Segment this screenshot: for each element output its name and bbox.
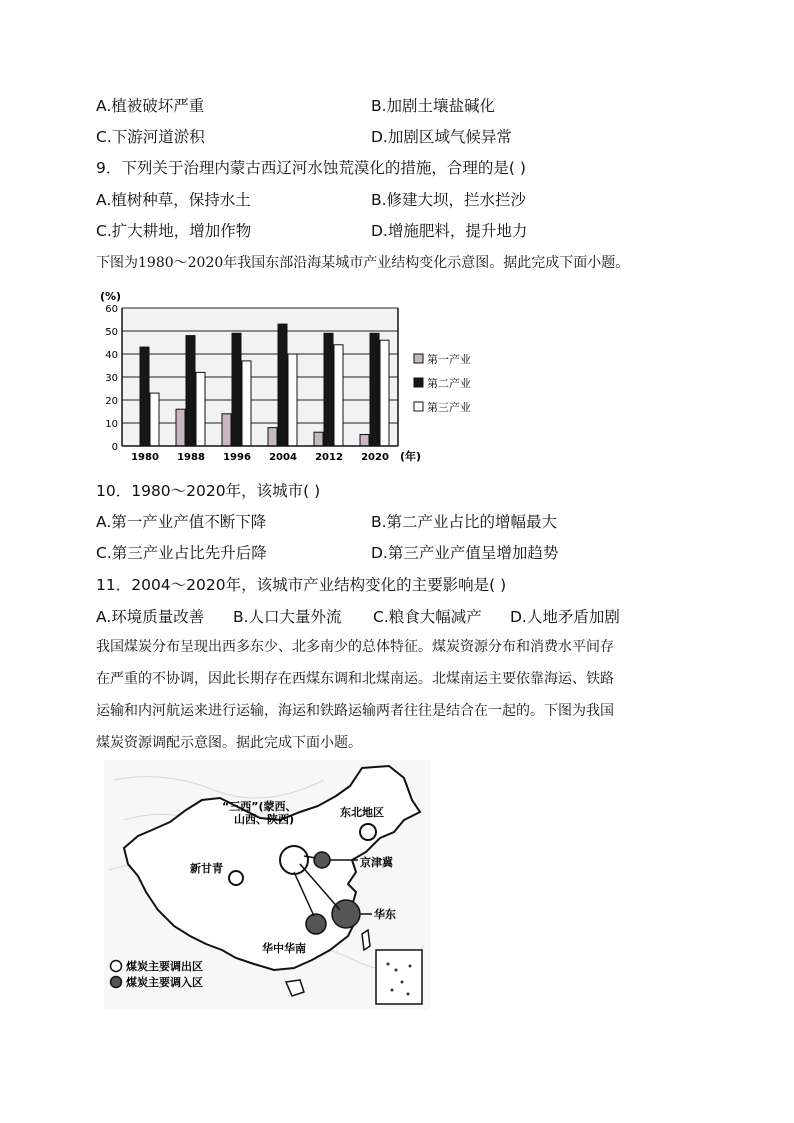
xinganqing-export-circle (229, 871, 243, 885)
x-tick-1996: 1996 (223, 452, 251, 463)
x-axis-label: (年) (400, 450, 422, 463)
label-sanxi-2: 山西、陕西) (234, 813, 295, 826)
q9-option-d[interactable]: D.增施肥料，提升地力 (371, 222, 528, 240)
bar-1996-第二产业 (232, 333, 241, 446)
y-tick-10: 10 (105, 419, 118, 430)
legend-label-第二产业: 第二产业 (427, 377, 471, 390)
q10-option-d[interactable]: D.第三产业产值呈增加趋势 (371, 544, 559, 562)
sanxi-export-circle (280, 846, 308, 874)
bar-2004-第二产业 (278, 324, 287, 446)
bar-2020-第三产业 (380, 340, 389, 446)
jingjinji-import-circle (314, 852, 330, 868)
coal-distribution-map (104, 760, 430, 1010)
q9-stem: 9．下列关于治理内蒙古西辽河水蚀荒漠化的措施，合理的是( ) (96, 159, 526, 177)
q11-option-d[interactable]: D.人地矛盾加剧 (510, 608, 620, 626)
passage-line-2: 在严重的不协调，因此长期存在西煤东调和北煤南运。北煤南运主要依靠海运、铁路 (96, 671, 614, 687)
label-xinganqing: 新甘青 (190, 862, 223, 875)
bar-2012-第二产业 (324, 333, 333, 446)
chart-legend (414, 352, 471, 414)
legend-export-icon (111, 961, 122, 972)
y-tick-60: 60 (105, 304, 118, 315)
legend-import-label: 煤炭主要调入区 (126, 976, 203, 989)
y-tick-0: 0 (111, 442, 118, 453)
bar-2012-第三产业 (334, 345, 343, 446)
label-sanxi-1: “三西”(蒙西、 (222, 800, 297, 813)
q11-stem: 11．2004～2020年，该城市产业结构变化的主要影响是( ) (96, 576, 507, 594)
passage-line-4: 煤炭资源调配示意图。据此完成下面小题。 (96, 735, 362, 751)
legend-label-第一产业: 第一产业 (427, 353, 471, 366)
bar-2004-第一产业 (268, 428, 277, 446)
bar-1996-第一产业 (222, 414, 231, 446)
bar-2020-第二产业 (370, 333, 379, 446)
legend-label-第三产业: 第三产业 (427, 401, 471, 414)
label-huadong: 华东 (374, 908, 396, 921)
industry-structure-chart (96, 286, 496, 466)
bar-2004-第三产业 (288, 354, 297, 446)
passage-line-3: 运输和内河航运来进行运输，海运和铁路运输两者往往是结合在一起的。下图为我国 (96, 703, 614, 719)
taiwan-island (362, 930, 370, 950)
y-tick-50: 50 (105, 327, 118, 338)
legend-swatch-第二产业 (414, 378, 423, 387)
q11-option-a[interactable]: A.环境质量改善 (96, 608, 205, 626)
y-tick-40: 40 (105, 350, 118, 361)
y-tick-20: 20 (105, 396, 118, 407)
x-tick-2004: 2004 (269, 452, 297, 463)
q10-option-b[interactable]: B.第二产业占比的增幅最大 (371, 513, 558, 531)
dongbei-export-circle (360, 824, 376, 840)
huazhong-import-circle (306, 914, 326, 934)
q9-option-a[interactable]: A.植树种草，保持水土 (96, 191, 251, 209)
label-jingjinji: 京津冀 (360, 856, 393, 869)
bar-1996-第三产业 (242, 361, 251, 446)
q8-option-d[interactable]: D.加剧区域气候异常 (371, 128, 512, 146)
q10-option-a[interactable]: A.第一产业产值不断下降 (96, 513, 267, 531)
legend-swatch-第三产业 (414, 402, 423, 411)
q9-option-c[interactable]: C.扩大耕地，增加作物 (96, 222, 252, 240)
q8-option-c[interactable]: C.下游河道淤积 (96, 128, 205, 146)
bar-2012-第一产业 (314, 432, 323, 446)
y-tick-30: 30 (105, 373, 118, 384)
legend-swatch-第一产业 (414, 354, 423, 363)
south-china-sea-inset (376, 950, 422, 1004)
huadong-import-circle (332, 900, 360, 928)
x-tick-2012: 2012 (315, 452, 343, 463)
chart-intro: 下图为1980～2020年我国东部沿海某城市产业结构变化示意图。据此完成下面小题。 (96, 255, 630, 271)
q11-option-b[interactable]: B.人口大量外流 (233, 608, 342, 626)
q11-option-c[interactable]: C.粮食大幅减产 (373, 608, 482, 626)
bar-1988-第三产业 (196, 372, 205, 446)
bar-1988-第一产业 (176, 409, 185, 446)
q9-option-b[interactable]: B.修建大坝，拦水拦沙 (371, 191, 527, 209)
q8-option-a[interactable]: A.植被破坏严重 (96, 97, 205, 115)
x-tick-2020: 2020 (361, 452, 389, 463)
bar-1980-第二产业 (140, 347, 149, 446)
label-dongbei: 东北地区 (340, 806, 384, 819)
bar-2020-第一产业 (360, 435, 369, 447)
passage-line-1: 我国煤炭分布呈现出西多东少、北多南少的总体特征。煤炭资源分布和消费水平间存 (96, 639, 614, 655)
y-axis-label: (%) (100, 290, 122, 303)
x-tick-1988: 1988 (177, 452, 205, 463)
legend-export-label: 煤炭主要调出区 (126, 960, 203, 973)
bar-1980-第三产业 (150, 393, 159, 446)
q8-option-b[interactable]: B.加剧土壤盐碱化 (371, 97, 496, 115)
bar-1988-第二产业 (186, 336, 195, 446)
label-huazhong: 华中华南 (262, 942, 306, 955)
x-tick-1980: 1980 (131, 452, 159, 463)
q10-option-c[interactable]: C.第三产业占比先升后降 (96, 544, 267, 562)
q10-stem: 10．1980～2020年，该城市( ) (96, 482, 321, 500)
legend-import-icon (111, 977, 122, 988)
